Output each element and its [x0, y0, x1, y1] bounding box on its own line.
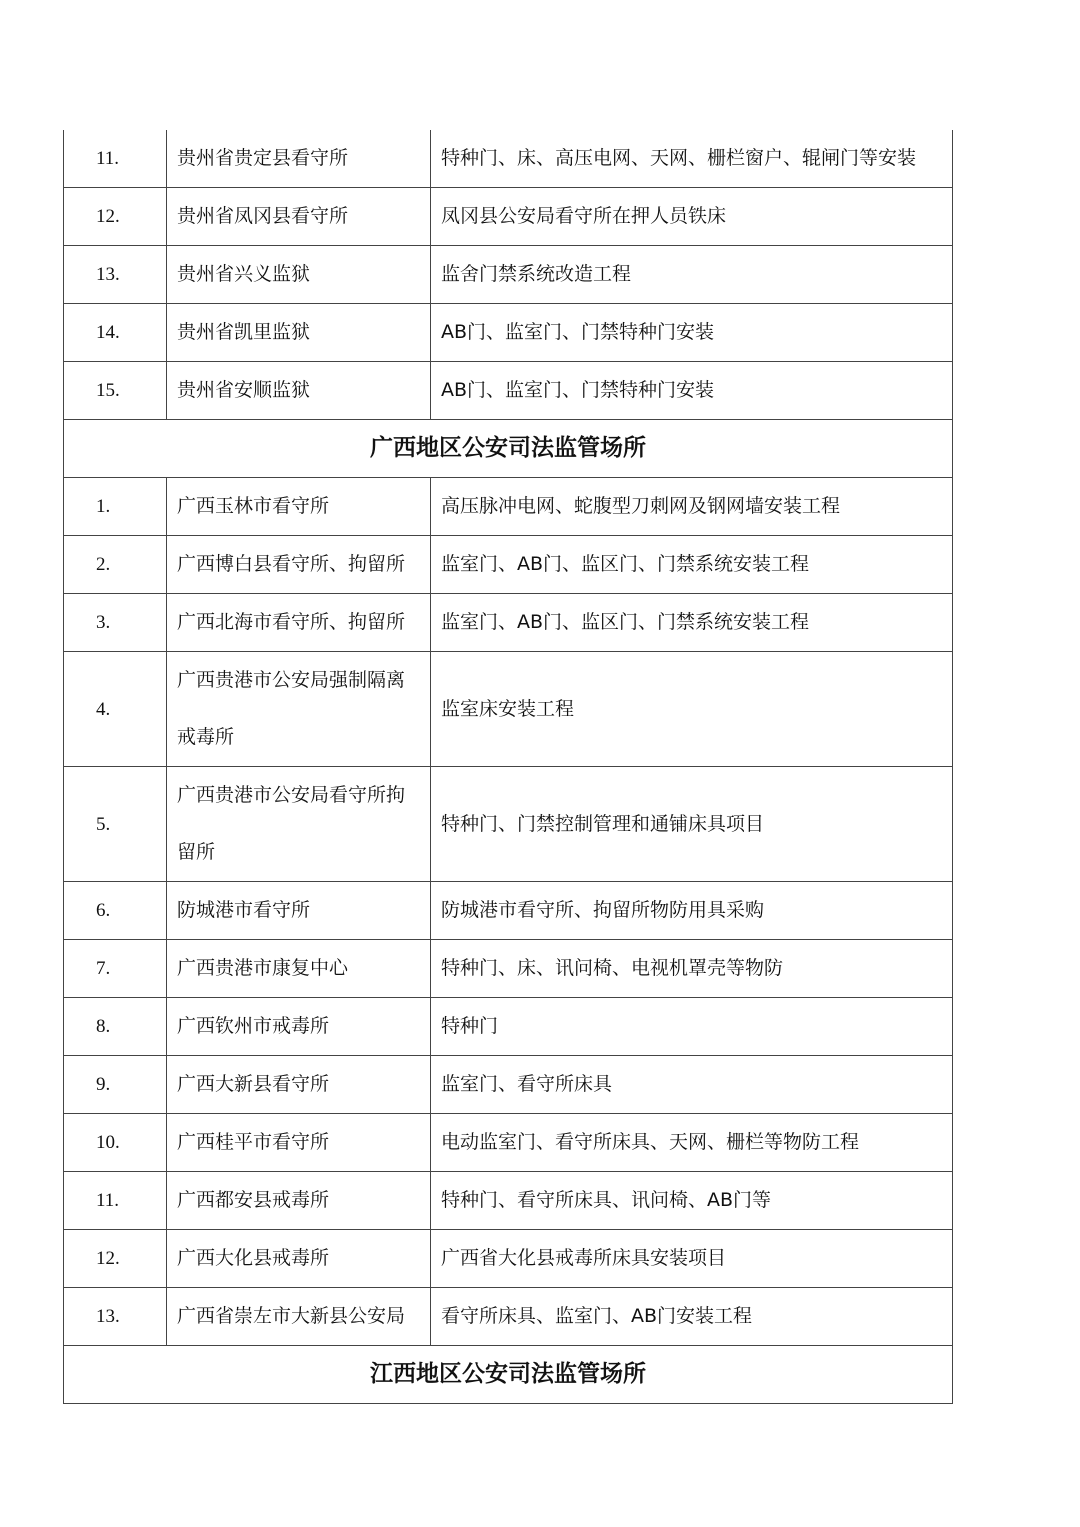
table-row [64, 652, 953, 767]
row-number: 3. [64, 594, 167, 652]
row-number: 12. [64, 188, 167, 246]
facility-name: 广西桂平市看守所 [167, 1114, 431, 1172]
facility-name: 贵州省凤冈县看守所 [167, 188, 431, 246]
row-number: 14. [64, 304, 167, 362]
row-number: 13. [64, 1288, 167, 1346]
facility-name: 广西贵港市康复中心 [167, 940, 431, 998]
section-header-row [64, 420, 953, 478]
section-title-jiangxi: 江西地区公安司法监管场所 [64, 1346, 953, 1404]
project-description: 特种门、床、高压电网、天网、栅栏窗户、辊闸门等安装 [431, 130, 953, 188]
section-title-guangxi: 广西地区公安司法监管场所 [64, 420, 953, 478]
project-description: AB门、监室门、门禁特种门安装 [431, 304, 953, 362]
facility-name-line-1: 广西贵港市公安局强制隔离 [177, 669, 406, 691]
table-row [64, 304, 953, 362]
table-row [64, 1288, 953, 1346]
facility-name: 防城港市看守所 [167, 882, 431, 940]
facility-name: 广西都安县戒毒所 [167, 1172, 431, 1230]
project-description: 监室门、AB门、监区门、门禁系统安装工程 [431, 594, 953, 652]
row-number: 1. [64, 478, 167, 536]
table-row [64, 767, 953, 882]
project-description: 监室床安装工程 [431, 652, 953, 767]
project-description: 广西省大化县戒毒所床具安装项目 [431, 1230, 953, 1288]
project-description: 高压脉冲电网、蛇腹型刀刺网及钢网墙安装工程 [431, 478, 953, 536]
table-row [64, 246, 953, 304]
row-number: 5. [64, 767, 167, 882]
row-number: 6. [64, 882, 167, 940]
facility-name: 广西北海市看守所、拘留所 [167, 594, 431, 652]
table-row [64, 594, 953, 652]
project-description: 防城港市看守所、拘留所物防用具采购 [431, 882, 953, 940]
project-description: 特种门、床、讯问椅、电视机罩壳等物防 [431, 940, 953, 998]
facility-name: 广西玉林市看守所 [167, 478, 431, 536]
facility-name: 贵州省凯里监狱 [167, 304, 431, 362]
facility-name: 贵州省兴义监狱 [167, 246, 431, 304]
row-number: 11. [64, 130, 167, 188]
project-description: 监室门、AB门、监区门、门禁系统安装工程 [431, 536, 953, 594]
project-description: 看守所床具、监室门、AB门安装工程 [431, 1288, 953, 1346]
facility-name-line-2: 留所 [177, 841, 216, 863]
facility-name: 广西大化县戒毒所 [167, 1230, 431, 1288]
row-number: 15. [64, 362, 167, 420]
facility-name [167, 767, 431, 882]
facility-name: 广西大新县看守所 [167, 1056, 431, 1114]
project-description: 电动监室门、看守所床具、天网、栅栏等物防工程 [431, 1114, 953, 1172]
table-row [64, 478, 953, 536]
facility-name: 贵州省安顺监狱 [167, 362, 431, 420]
facility-name [167, 652, 431, 767]
project-description: 监舍门禁系统改造工程 [431, 246, 953, 304]
row-number: 13. [64, 246, 167, 304]
project-table [63, 130, 953, 1404]
table-row [64, 1172, 953, 1230]
row-number: 8. [64, 998, 167, 1056]
facility-name: 广西钦州市戒毒所 [167, 998, 431, 1056]
row-number: 7. [64, 940, 167, 998]
facility-name: 广西博白县看守所、拘留所 [167, 536, 431, 594]
row-number: 11. [64, 1172, 167, 1230]
facility-name-line-2: 戒毒所 [177, 726, 235, 748]
section-header-row [64, 1346, 953, 1404]
table-row [64, 536, 953, 594]
table-row [64, 188, 953, 246]
table-row [64, 998, 953, 1056]
row-number: 10. [64, 1114, 167, 1172]
row-number: 4. [64, 652, 167, 767]
table-row [64, 940, 953, 998]
table-row [64, 1230, 953, 1288]
project-description: 监室门、看守所床具 [431, 1056, 953, 1114]
table-row [64, 362, 953, 420]
facility-name: 贵州省贵定县看守所 [167, 130, 431, 188]
table-row [64, 882, 953, 940]
project-description: 凤冈县公安局看守所在押人员铁床 [431, 188, 953, 246]
facility-name: 广西省崇左市大新县公安局 [167, 1288, 431, 1346]
table-row [64, 130, 953, 188]
project-description: 特种门 [431, 998, 953, 1056]
project-description: AB门、监室门、门禁特种门安装 [431, 362, 953, 420]
row-number: 2. [64, 536, 167, 594]
table-row [64, 1056, 953, 1114]
table-row [64, 1114, 953, 1172]
project-description: 特种门、门禁控制管理和通铺床具项目 [431, 767, 953, 882]
row-number: 12. [64, 1230, 167, 1288]
facility-name-line-1: 广西贵港市公安局看守所拘 [177, 784, 406, 806]
project-description: 特种门、看守所床具、讯问椅、AB门等 [431, 1172, 953, 1230]
row-number: 9. [64, 1056, 167, 1114]
